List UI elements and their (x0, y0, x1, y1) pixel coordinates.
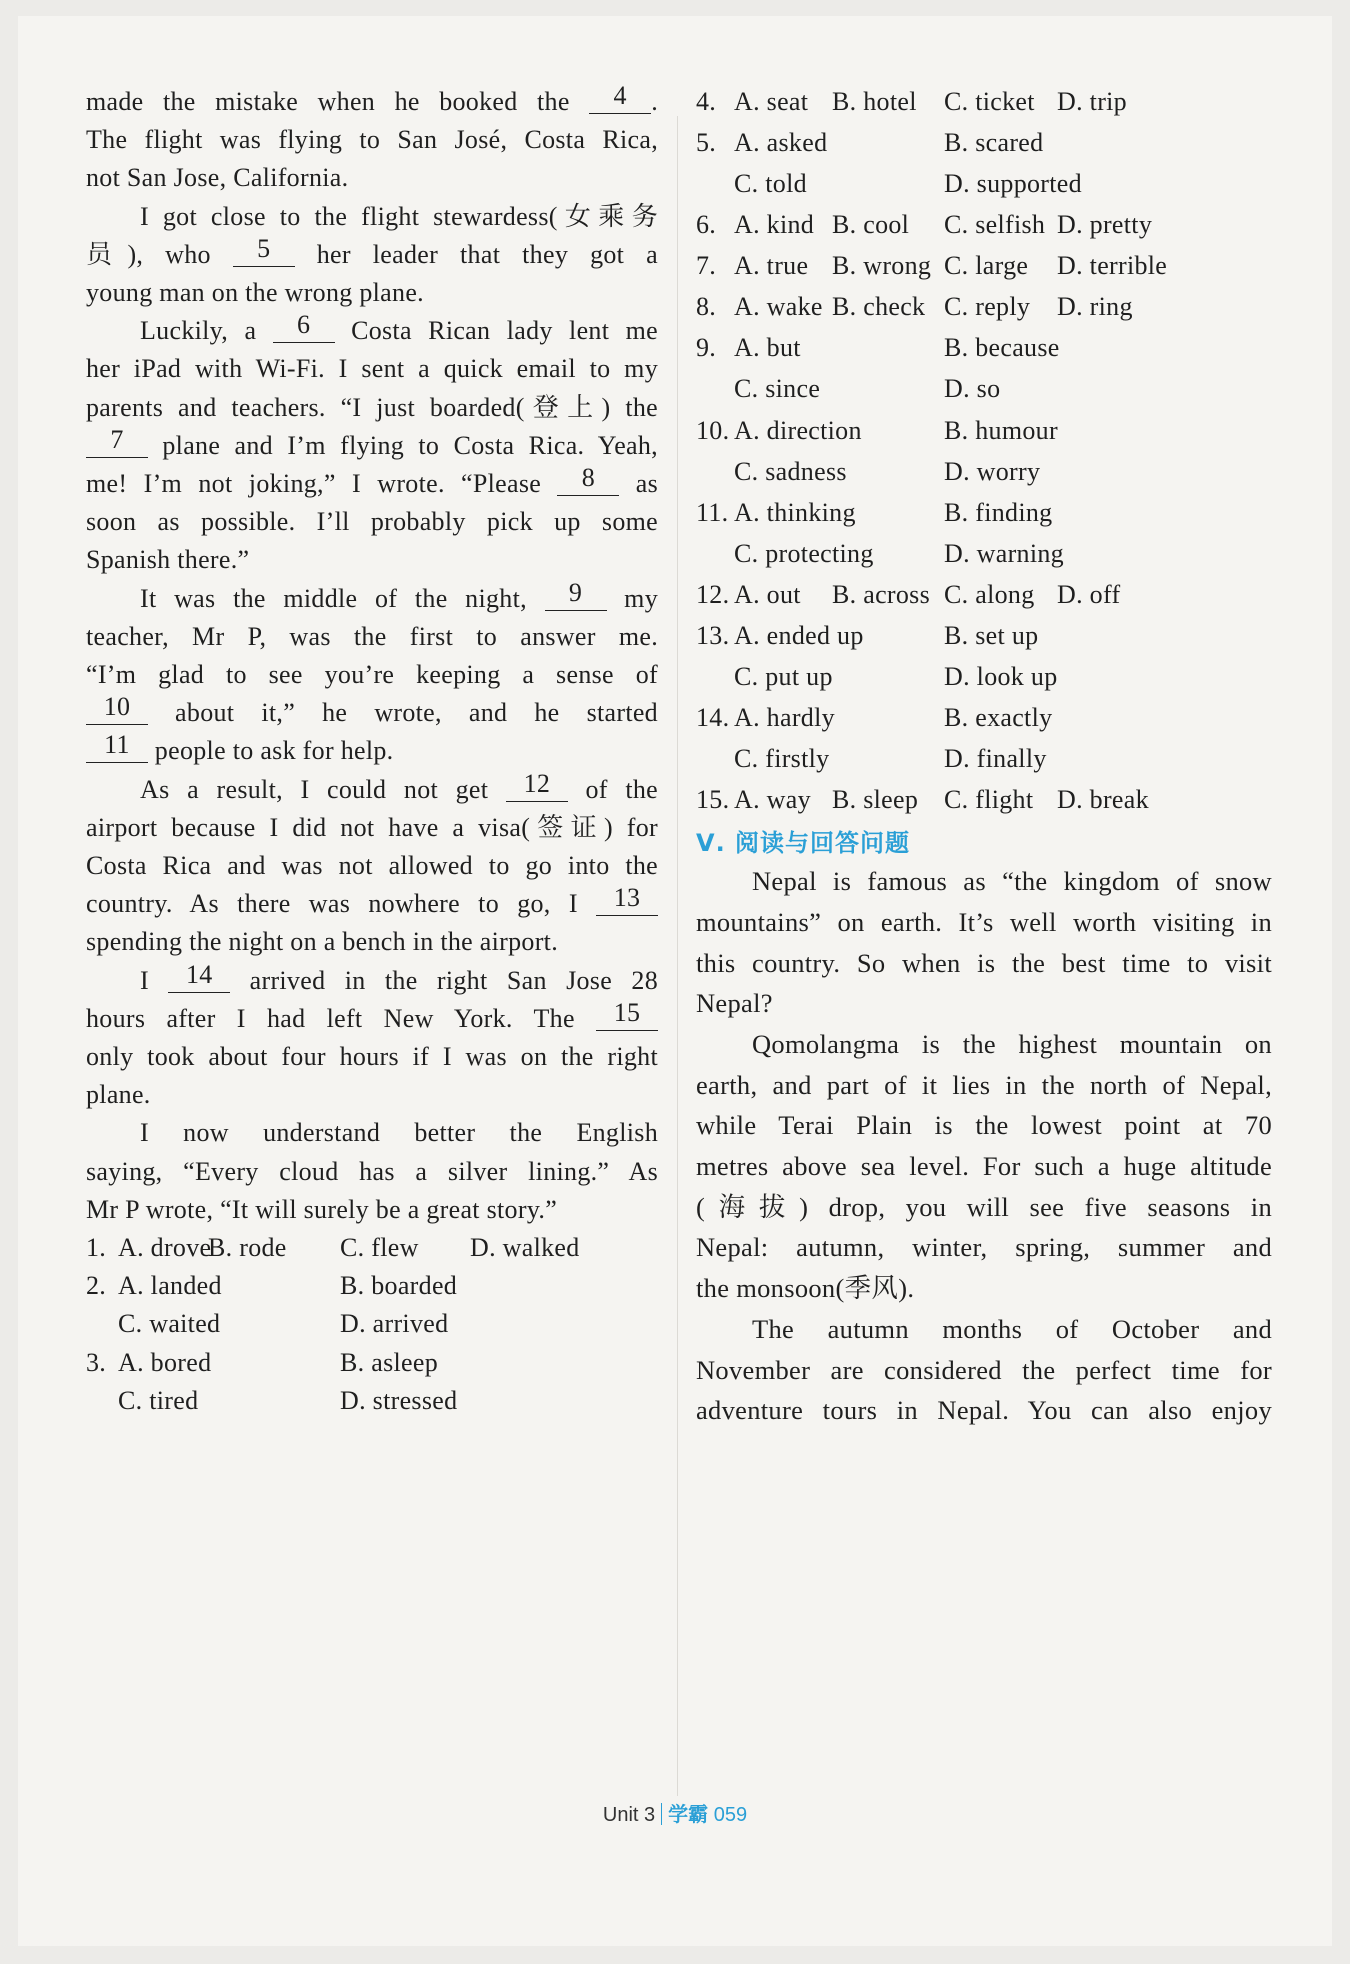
page-footer (18, 1796, 1332, 1832)
footer-separator (661, 1803, 662, 1825)
reading-line: The autumn months of October and (752, 1313, 1272, 1344)
passage-text: country. As there was nowhere to go, I (86, 889, 596, 919)
passage-text: plane and I’m flying to Costa Rica. Yeah, (148, 430, 658, 460)
option-d[interactable]: D. worry (944, 456, 1041, 486)
option-c[interactable]: C. tired (118, 1385, 199, 1415)
option-b[interactable]: B. hotel (832, 87, 917, 116)
question-number: 12. (696, 579, 730, 609)
option-a[interactable]: A. seat (734, 87, 809, 116)
passage-text: “I’m glad to see you’re keeping a sense of (86, 660, 658, 689)
option-c[interactable]: C. flight (944, 785, 1034, 815)
reading-line: Nepal? (696, 988, 773, 1019)
option-c[interactable]: C. large (944, 251, 1029, 281)
option-a[interactable]: A. out (734, 579, 801, 609)
option-b[interactable]: B. finding (944, 497, 1053, 527)
blank-number[interactable]: 6 (273, 308, 335, 343)
passage-text: Costa Rica and was not allowed to go into the (86, 851, 658, 880)
blank-number[interactable]: 10 (86, 690, 148, 725)
option-c[interactable]: C. waited (118, 1309, 221, 1339)
option-c[interactable]: C. along (944, 579, 1035, 609)
option-c[interactable]: C. reply (944, 292, 1031, 322)
passage-text: Mr P wrote, “It will surely be a great story.” (86, 1194, 558, 1224)
question-number: 6. (696, 210, 717, 240)
option-a[interactable]: A. way (734, 785, 811, 815)
blank-number[interactable]: 9 (545, 576, 607, 611)
passage-text: I (140, 965, 169, 995)
passage-text: of the (567, 774, 658, 804)
passage-text: hours after I had left New York. The (86, 1003, 596, 1033)
blank-number[interactable]: 12 (506, 767, 568, 802)
option-b[interactable]: B. check (832, 292, 926, 322)
option-a[interactable]: A. but (734, 333, 801, 363)
option-b[interactable]: B. rode (208, 1233, 287, 1262)
option-c[interactable]: C. told (734, 169, 807, 199)
passage-text: parents and teachers. “I just boarded(登上) the (86, 392, 658, 422)
reading-line: mountains” on earth. It’s well worth visiting in (696, 906, 1272, 937)
passage-text: spending the night on a bench in the airport. (86, 927, 559, 957)
unit-label: Unit 3 (602, 1804, 656, 1826)
reading-line: adventure tours in Nepal. You can also enjoy (696, 1395, 1272, 1426)
option-d[interactable]: D. stressed (340, 1385, 458, 1415)
brand-label: 学霸 (668, 1802, 709, 1826)
option-b[interactable]: B. cool (832, 210, 910, 240)
option-b[interactable]: B. across (832, 579, 931, 609)
passage-text: teacher, Mr P, was the first to answer me. (86, 621, 658, 651)
reading-line: while Terai Plain is the lowest point at 70 (696, 1110, 1272, 1141)
option-c[interactable]: C. flew (340, 1233, 419, 1262)
passage-text: As a result, I could not get (140, 774, 506, 804)
option-b[interactable]: B. asleep (340, 1347, 439, 1377)
blank-number[interactable]: 7 (86, 423, 148, 458)
reading-line: earth, and part of it lies in the north of Nepal, (696, 1069, 1272, 1100)
option-b[interactable]: B. set up (944, 620, 1039, 650)
option-a[interactable]: A. landed (118, 1271, 222, 1301)
question-number: 13. (696, 620, 730, 650)
blank-number[interactable]: 5 (233, 232, 295, 267)
option-d[interactable]: D. walked (470, 1233, 580, 1262)
option-d[interactable]: D. pretty (1057, 210, 1153, 240)
option-d[interactable]: D. look up (944, 661, 1058, 691)
reading-line: the monsoon(季风). (696, 1273, 915, 1304)
question-number: 3. (86, 1347, 107, 1377)
option-b[interactable]: B. humour (944, 415, 1058, 445)
option-c[interactable]: C. since (734, 374, 821, 404)
option-d[interactable]: D. break (1057, 785, 1149, 815)
reading-line: Qomolangma is the highest mountain on (752, 1028, 1272, 1059)
option-d[interactable]: D. trip (1057, 87, 1127, 116)
option-d[interactable]: D. supported (944, 169, 1082, 199)
passage-text: my (606, 583, 658, 613)
option-b[interactable]: B. wrong (832, 251, 932, 281)
question-number: 4. (696, 87, 717, 116)
option-b[interactable]: B. sleep (832, 785, 919, 815)
option-c[interactable]: C. selfish (944, 210, 1046, 240)
passage-text: her iPad with Wi-Fi. I sent a quick email to my (86, 354, 658, 384)
option-c[interactable]: C. firstly (734, 744, 830, 774)
option-a[interactable]: A. asked (734, 128, 828, 158)
passage-text: young man on the wrong plane. (86, 278, 424, 307)
passage-text: I got close to the flight stewardess(女乘务 (140, 201, 658, 231)
option-a[interactable]: A. true (734, 251, 809, 281)
passage-text: I now understand better the English (140, 1118, 658, 1148)
option-d[interactable]: D. terrible (1057, 251, 1168, 281)
option-b[interactable]: B. because (944, 333, 1060, 363)
column-divider (677, 116, 678, 1796)
option-d[interactable]: D. warning (944, 538, 1064, 568)
option-d[interactable]: D. arrived (340, 1309, 449, 1339)
question-number: 8. (696, 292, 717, 322)
option-b[interactable]: B. exactly (944, 702, 1053, 732)
reading-line: metres above sea level. For such a huge altitude (696, 1151, 1272, 1182)
question-number: 15. (696, 785, 730, 815)
passage-text: 员), who (86, 239, 233, 269)
question-number: 7. (696, 251, 717, 281)
blank-number[interactable]: 14 (168, 958, 230, 993)
passage-text: as (619, 469, 658, 498)
reading-line: Nepal is famous as “the kingdom of snow (752, 866, 1272, 897)
option-d[interactable]: D. off (1057, 579, 1121, 609)
question-number: 1. (86, 1233, 107, 1262)
passage-text: people to ask for help. (148, 736, 394, 766)
option-d[interactable]: D. finally (944, 744, 1047, 774)
option-a[interactable]: A. hardly (734, 702, 835, 732)
passage-text: only took about four hours if I was on the right (86, 1042, 658, 1071)
page-number: 059 (713, 1804, 748, 1826)
passage-text: her leader that they got a (294, 239, 658, 269)
blank-number[interactable]: 11 (86, 728, 148, 763)
passage-text: saying, “Every cloud has a silver lining.” As (86, 1156, 658, 1186)
option-d[interactable]: D. ring (1057, 292, 1133, 322)
page-sheet (18, 16, 1332, 1946)
question-number: 14. (696, 702, 730, 732)
blank-number[interactable]: 4 (589, 79, 651, 114)
passage-text: Costa Rican lady lent me (334, 316, 658, 346)
option-a[interactable]: A. direction (734, 415, 862, 445)
reading-line: November are considered the perfect time for (696, 1354, 1272, 1385)
blank-number[interactable]: 15 (596, 996, 658, 1031)
option-a[interactable]: A. thinking (734, 497, 856, 527)
passage-text: me! I’m not joking,” I wrote. “Please (86, 469, 558, 498)
passage-text: airport because I did not have a visa(签证) for (86, 812, 658, 842)
question-number: 9. (696, 333, 717, 363)
option-a[interactable]: A. wake (734, 292, 823, 322)
reading-line: Nepal: autumn, winter, spring, summer and (696, 1232, 1272, 1263)
question-number: 11. (696, 497, 729, 527)
reading-line: (海拔) drop, you will see five seasons in (696, 1191, 1272, 1222)
reading-line: this country. So when is the best time to visit (696, 947, 1272, 978)
option-d[interactable]: D. so (944, 374, 1001, 404)
passage-text: made the mistake when he booked the (86, 87, 590, 116)
passage-text: not San Jose, California. (86, 163, 349, 193)
passage-text: arrived in the right San Jose 28 (230, 965, 659, 995)
option-c[interactable]: C. sadness (734, 456, 847, 486)
section-title: Ⅴ. 阅读与回答问题 (696, 829, 911, 858)
question-number: 10. (696, 415, 730, 445)
option-b[interactable]: B. boarded (340, 1271, 458, 1301)
passage-text: Spanish there.” (86, 545, 250, 575)
option-c[interactable]: C. put up (734, 661, 833, 691)
passage-text: It was the middle of the night, (140, 583, 545, 613)
passage-text: plane. (86, 1080, 151, 1110)
question-number: 5. (696, 128, 717, 158)
option-a[interactable]: A. drove (118, 1233, 212, 1262)
passage-text: The flight was flying to San José, Costa Rica, (86, 125, 658, 155)
option-c[interactable]: C. ticket (944, 87, 1035, 116)
passage-text: about it,” he wrote, and he started (148, 698, 658, 728)
option-b[interactable]: B. scared (944, 128, 1044, 158)
blank-number[interactable]: 8 (557, 461, 619, 496)
option-a[interactable]: A. kind (734, 210, 815, 240)
passage-text: . (651, 87, 658, 116)
blank-number[interactable]: 13 (596, 881, 658, 916)
option-a[interactable]: A. bored (118, 1347, 212, 1377)
option-c[interactable]: C. protecting (734, 538, 874, 568)
option-a[interactable]: A. ended up (734, 620, 864, 650)
question-number: 2. (86, 1271, 107, 1301)
passage-text: Luckily, a (140, 316, 273, 346)
passage-text: soon as possible. I’ll probably pick up some (86, 507, 658, 537)
